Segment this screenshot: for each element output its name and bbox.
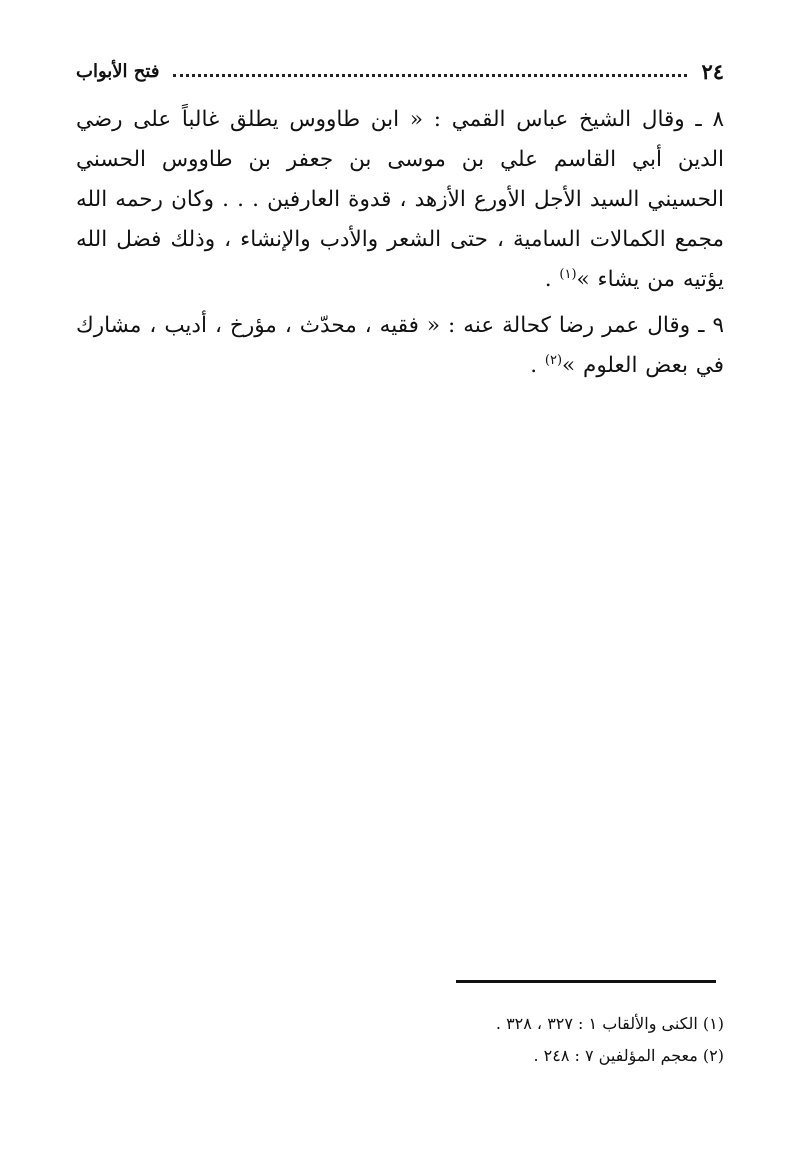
paragraph-text: ٩ ـ وقال عمر رضا كحالة عنه : « فقيه ، محدّث ، مؤرخ ، أديب ، مشارك في بعض العلوم » bbox=[76, 313, 724, 378]
paragraph-9 bbox=[76, 306, 724, 386]
footnote-1: (١) الكنى والألقاب ١ : ٣٢٧ ، ٣٢٨ . bbox=[495, 1014, 724, 1033]
footnote-reference: (١) bbox=[559, 266, 577, 282]
page-number: ٢٤ bbox=[701, 58, 724, 84]
running-title: فتح الأبواب bbox=[76, 60, 160, 82]
paragraph-end: . bbox=[544, 267, 560, 292]
paragraph-8 bbox=[76, 100, 724, 300]
paragraph-end: . bbox=[530, 353, 545, 378]
body-text bbox=[76, 100, 724, 386]
running-header bbox=[76, 54, 724, 88]
footnote-separator bbox=[456, 980, 716, 983]
paragraph-text: ٨ ـ وقال الشيخ عباس القمي : « ابن طاووس يطلق غالباً على رضي الدين أبي القاسم علي بن موسى بن جعفر بن طاووس الحسني الحسيني السيد الأجل الأورع الأزهد ، قدوة العارفين . . . وكان رحمه الله مجمع الكمالات السامية ، حتى الشعر والأدب والإنشاء ، وذلك فضل الله يؤتيه من يشاء » bbox=[76, 107, 724, 292]
footnotes bbox=[76, 1008, 724, 1072]
footnote-2: (٢) معجم المؤلفين ٧ : ٢٤٨ . bbox=[533, 1046, 724, 1065]
dotted-leader bbox=[173, 74, 687, 77]
footnote-reference: (٢) bbox=[544, 352, 563, 368]
